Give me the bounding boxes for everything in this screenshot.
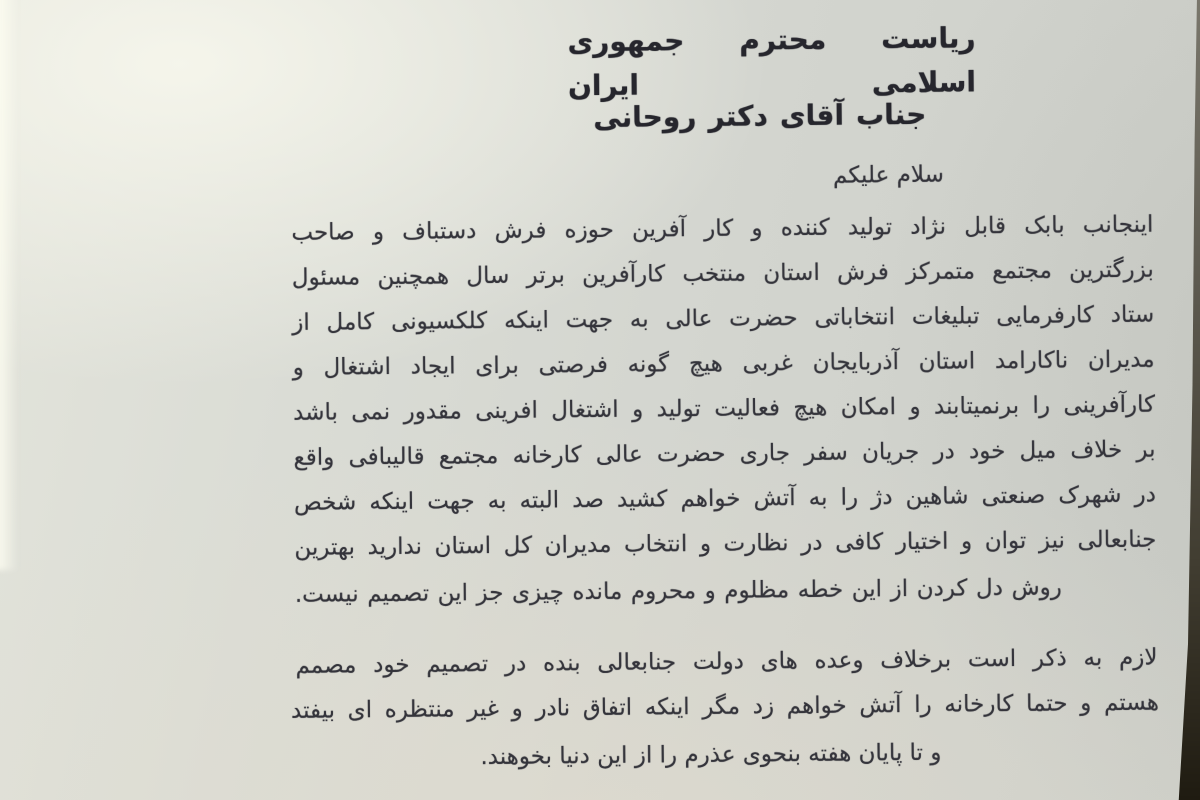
letter-salutation: سلام علیکم (832, 161, 944, 189)
letter-header-recipient-name: جناب آقای دکتر روحانی (593, 97, 927, 135)
letter-header-recipient-office: ریاست محترم جمهوری اسلامی ایران (567, 21, 977, 103)
letter-line: جنابعالی نیز توان و اختیار کافی در نظارت و انتخاب مدیران کل استان ندارید بهترین (294, 526, 1157, 561)
letter-line: مدیران ناکارامد استان آذربایجان غربی هیچ گونه فرصتی برای ایجاد اشتغال و (292, 346, 1155, 381)
letter-line: لازم به ذکر است برخلاف وعده های دولت جنابعالی بنده در تصمیم خود مصمم (295, 644, 1158, 679)
letter-line: اینجانب بابک قابل نژاد تولید کننده و کار آفرین حوزه فرش دستباف و صاحب (291, 211, 1154, 246)
letter-line: بر خلاف میل خود در جریان سفر جاری حضرت عالی کارخانه مجتمع قالیبافی واقع (293, 436, 1156, 471)
letter-line: و تا پایان هفته بنحوی عذرم را از این دنیا بخوهند. (480, 739, 942, 771)
letter-line: ستاد کارفرمایی تبلیغات انتخاباتی حضرت عالی به جهت اینکه کلکسیونی کامل از (292, 301, 1155, 336)
letter-line: کارآفرینی را برنمیتابند و امکان هیچ فعالیت تولید و اشتغال افرینی مقدور نمی باشد (292, 391, 1156, 426)
letter-line: روش دل کردن از این خطه مظلوم و محروم مانده چیزی جز این تصمیم نیست. (294, 574, 1062, 608)
letter-line: در شهرک صنعتی شاهین دژ را به آتش خواهم کشید صد البته به جهت اینکه شخص (293, 481, 1157, 516)
letter-line: بزرگترین مجتمع متمرکز فرش استان منتخب کارآفرین برتر سال همچنین مسئول (291, 256, 1154, 291)
letter-line: هستم و حتما کارخانه را آتش خواهم زد مگر اینکه اتفاق نادر و غیر منتظره ای بیفتد (290, 689, 1160, 724)
